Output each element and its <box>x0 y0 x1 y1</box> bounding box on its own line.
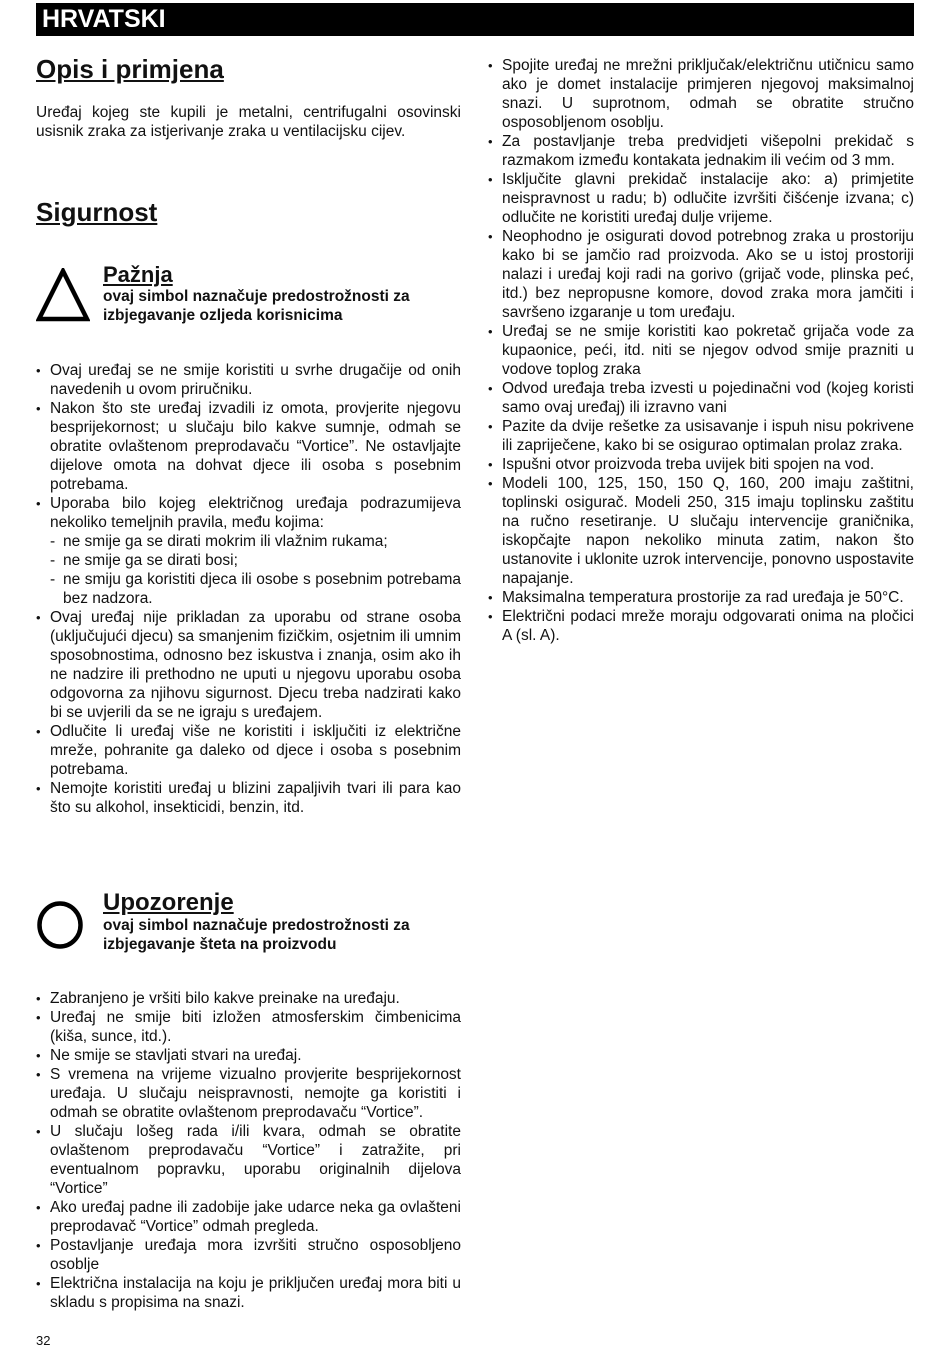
caution-item-text: Uporaba bilo kojeg električnog uređaja podrazumijeva nekoliko temeljnih pravila, među kojima: <box>50 495 461 531</box>
warning-item: • Postavljanje uređaja mora izvršiti stručno osposobljeno osoblje <box>36 1236 461 1274</box>
installation-item: • Ispušni otvor proizvoda treba uvijek biti spojen na vod. <box>488 455 914 474</box>
warning-title: Upozorenje <box>103 889 234 916</box>
installation-list <box>488 56 914 645</box>
warning-item: • U slučaju lošeg rada i/ili kvara, odmah se obratite ovlaštenom preprodavaču “Vortice” i zatražite, pri eventualnom popravku, uporabu originalnih dijelova “Vortice” <box>36 1122 461 1198</box>
installation-item: • Za postavljanje treba predvidjeti višepolni prekidač s razmakom između kontakata jednakim ili većim od 3 mm. <box>488 132 914 170</box>
warning-item: • S vremena na vrijeme vizualno provjerite besprijekornost uređaja. U slučaju neispravnosti, nemojte ga koristiti i odmah se obratite ovlaštenom preprodavaču “Vortice”. <box>36 1065 461 1122</box>
warning-circle-icon <box>36 900 84 950</box>
installation-item: • Isključite glavni prekidač instalacije ako: a) primjetite neispravnost u radu; b) odlučite izvršiti čišćenje izvana; c) odlučite ne koristiti uređaj dulje vrijeme. <box>488 170 914 227</box>
warning-list <box>36 989 461 1312</box>
warning-subtitle: ovaj simbol naznačuje predostrožnosti za izbjegavanje šteta na proizvodu <box>103 917 410 953</box>
description-title: Opis i primjena <box>36 54 224 84</box>
caution-item: • Ovaj uređaj nije prikladan za uporabu od strane osoba (uključujući djecu) sa smanjenim fizičkim, osjetnim ili umnim sposobnostima, odnosno bez iskustva i znanja, osim ako ih ne nadzire ili prethodno ne uputi u njegovu uporabu osoba odgovorna za njihovu sigurnost. Djecu treba nadzirati kako bi se uvjerili da se ne igraju s uređajem. <box>36 608 461 722</box>
description-text: Uređaj kojeg ste kupili je metalni, centrifugalni osovinski usisnik zraka za istjerivanje zraka u ventilacijsku cijev. <box>36 104 461 140</box>
caution-item: • Ovaj uređaj se ne smije koristiti u svrhe drugačije od onih navedenih u ovom priručniku. <box>36 361 461 399</box>
warning-item: • Električna instalacija na koju je priključen uređaj mora biti u skladu s propisima na snazi. <box>36 1274 461 1312</box>
language-header: HRVATSKI <box>36 3 914 36</box>
installation-item: • Modeli 100, 125, 150, 150 Q, 160, 200 imaju zaštitni, toplinski osigurač. Modeli 250, 315 imaju toplinsku zaštitu na ručno resetiranje. U slučaju intervencije graničnika, iskopčajte napon nekoliko minuta zatim, nakon što ustanovite i uklonite uzrok intervencije, ponovno uspostavite napajanje. <box>488 474 914 588</box>
caution-title: Pažnja <box>103 262 173 287</box>
caution-item: • Odlučite li uređaj više ne koristiti i isključiti iz električne mreže, pohranite ga daleko od djece i osoba s posebnim potrebama. <box>36 722 461 779</box>
caution-sublist <box>50 532 461 608</box>
installation-item: • Pazite da dvije rešetke za usisavanje i ispuh nisu pokrivene ili zapriječene, kako bi se osigurao optimalan prolaz zraka. <box>488 417 914 455</box>
installation-item: • Odvod uređaja treba izvesti u pojedinačni vod (kojeg koristi samo ovaj uređaj) ili izravno vani <box>488 379 914 417</box>
installation-item: • Uređaj se ne smije koristiti kao pokretač grijača vode za kupaonice, peći, itd. niti se njegov odvod smije prazniti u vodove toplog zraka <box>488 322 914 379</box>
caution-subitem: - ne smije ga se dirati mokrim ili vlažnim rukama; <box>50 532 461 551</box>
caution-item <box>36 494 461 608</box>
caution-list <box>36 361 461 817</box>
warning-item: • Ako uređaj padne ili zadobije jake udarce neka ga ovlašteni preprodavač “Vortice” odmah pregleda. <box>36 1198 461 1236</box>
page-number: 32 <box>36 1333 51 1348</box>
caution-item: • Nakon što ste uređaj izvadili iz omota, provjerite njegovu besprijekornost; u slučaju bilo kakve sumnje, odmah se obratite ovlaštenom preprodavaču “Vortice”. Ne ostavljajte dijelove omota na dohvat djece ili osoba s posebnim potrebama. <box>36 399 461 494</box>
installation-item: • Maksimalna temperatura prostorije za rad uređaja je 50°C. <box>488 588 914 607</box>
caution-item: • Nemojte koristiti uređaj u blizini zapaljivih tvari ili para kao što su alkohol, insekticidi, benzin, itd. <box>36 779 461 817</box>
installation-item: • Električni podaci mreže moraju odgovarati onima na pločici A (sl. A). <box>488 607 914 645</box>
warning-item: • Ne smije se stavljati stvari na uređaj. <box>36 1046 461 1065</box>
caution-subitem: - ne smije ga se dirati bosi; <box>50 551 461 570</box>
caution-triangle-icon <box>36 268 90 322</box>
installation-item: • Neophodno je osigurati dovod potrebnog zraka u prostoriju kako bi se jamčio rad proizvoda. Ako se u istoj prostoriji nalazi i uređaj koji radi na gorivo (grijač vode, plinska peć, itd.) bez nepropusne komore, dovod zraka mora jamčiti i savršeno izgaranje u tom uređaju. <box>488 227 914 322</box>
caution-subtitle: ovaj simbol naznačuje predostrožnosti za izbjegavanje ozljeda korisnicima <box>103 288 410 324</box>
safety-title: Sigurnost <box>36 197 158 227</box>
warning-item: • Uređaj ne smije biti izložen atmosferskim čimbenicima (kiša, sunce, itd.). <box>36 1008 461 1046</box>
installation-item: • Spojite uređaj ne mrežni priključak/električnu utičnicu samo ako je domet instalacije primjeren njegovoj maksimalnoj snazi. U suprotnom, odmah se obratite stručno osposobljenom osoblju. <box>488 56 914 132</box>
warning-item: • Zabranjeno je vršiti bilo kakve preinake na uređaju. <box>36 989 461 1008</box>
caution-subitem: - ne smiju ga koristiti djeca ili osobe s posebnim potrebama bez nadzora. <box>50 570 461 608</box>
